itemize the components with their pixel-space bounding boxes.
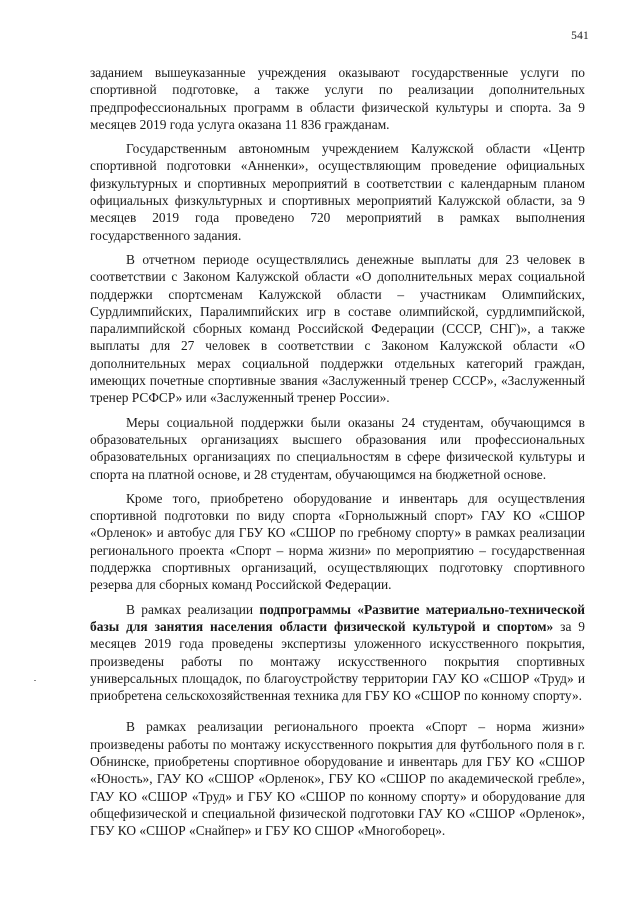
paragraph-6 xyxy=(90,601,585,705)
scan-mark xyxy=(34,680,36,681)
paragraph-3: В отчетном периоде осуществлялись денежные выплаты для 23 человек в соответствии с Законом Калужской области «О дополнительных мерах социальной поддержки спортсменам Калужской области – участникам Олимпийских, Сурдлимпийских, Паралимпийских игр в составе олимпийской, сурдлимпийской, паралимпийской сборных команд Российской Федерации (СССР, СНГ)», а также выплаты для 27 человек в соответствии с Законом Калужской области «О дополнительных мерах социальной поддержки отдельных категорий граждан, имеющих почетные спортивные звания «Заслуженный тренер СССР», «Заслуженный тренер РСФСР» или «Заслуженный тренер России». xyxy=(90,251,585,406)
paragraph-7: В рамках реализации регионального проекта «Спорт – норма жизни» произведены работы по монтажу искусственного покрытия для футбольного поля в г. Обнинске, приобретены спортивное оборудование и инвентарь для ГБУ КО «СШОР «Юность», ГАУ КО «СШОР «Орленок», ГБУ КО «СШОР по академической гребле», ГАУ КО «СШОР «Труд» и ГБУ КО «СШОР по конному спорту» и оборудование для общефизической и специальной физической подготовки ГАУ КО «СШОР «Орленок», ГБУ КО «СШОР «Снайпер» и ГБУ КО СШОР «Многоборец». xyxy=(90,719,585,839)
subprogram-title: подпрограммы «Развитие материально-технической базы для занятия населения области физической культурой и спортом» xyxy=(90,601,585,634)
document-body xyxy=(90,64,585,846)
paragraph-6-body: за 9 месяцев 2019 года проведены экспертизы уложенного искусственного покрытия, произведены работы по монтажу искусственного покрытия спортивных универсальных площадок, по благоустройству территории ГАУ КО «СШОР «Труд» и приобретена сельскохозяйственная техника для ГБУ КО «СШОР по конному спорту». xyxy=(90,618,585,704)
paragraph-5: Кроме того, приобретено оборудование и инвентарь для осуществления спортивной подготовки по виду спорта «Горнолыжный спорт» ГАУ КО «СШОР «Орленок» и автобус для ГБУ КО «СШОР по гребному спорту» в рамках реализации регионального проекта «Спорт – норма жизни» по мероприятию – государственная поддержка спортивных организаций, осуществляющих подготовку спортивного резерва для сборных команд Российской Федерации. xyxy=(90,490,585,593)
page-number: 541 xyxy=(571,30,589,42)
paragraph-4: Меры социальной поддержки были оказаны 24 студентам, обучающимся в образовательных организациях высшего образования или профессиональных образовательных организациях по специальностям в сфере физической культуры и спорта на платной основе, и 28 студентам, обучающимся на бюджетной основе. xyxy=(90,414,585,482)
paragraph-2: Государственным автономным учреждением Калужской области «Центр спортивной подготовки «Анненки», осуществляющим проведение официальных физкультурных и спортивных мероприятий в соответствии с календарным планом официальных физкультурных и спортивных мероприятий Калужской области, за 9 месяцев 2019 года проведено 720 мероприятий в рамках выполнения государственного задания. xyxy=(90,141,585,243)
paragraph-6-intro: В рамках реализации xyxy=(126,601,260,617)
paragraph-1: заданием вышеуказанные учреждения оказывают государственные услуги по спортивной подготовке, а также услуги по реализации дополнительных предпрофессиональных программ в области физической культуры и спорта. За 9 месяцев 2019 года услуга оказана 11 836 гражданам. xyxy=(90,65,585,132)
